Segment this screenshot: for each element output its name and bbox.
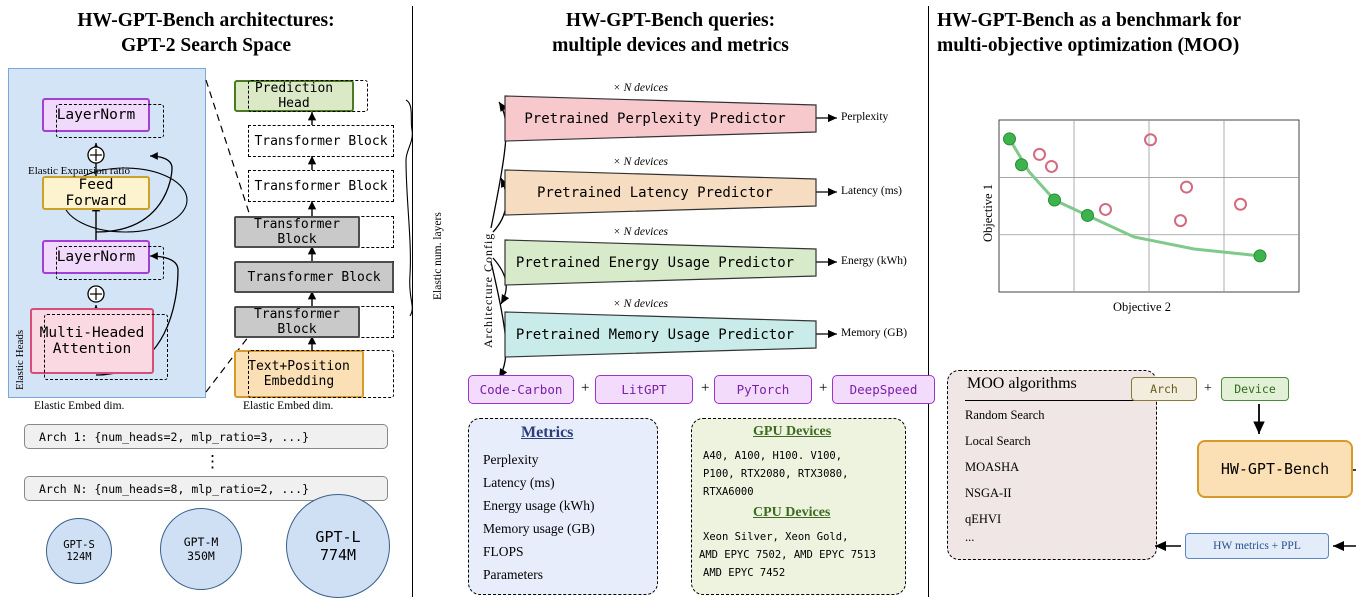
left-panel bbox=[0, 0, 444, 603]
label-elastic-embed-dim-right: Elastic Embed dim. bbox=[243, 400, 334, 412]
metric-item-3: Memory usage (GB) bbox=[483, 521, 595, 536]
devices-count-4: × N devices bbox=[613, 298, 669, 310]
metric-item-0: Perplexity bbox=[483, 452, 539, 467]
model-circle-gpt-l: GPT-L 774M bbox=[286, 494, 390, 598]
model-circle-gpt-s: GPT-S 124M bbox=[46, 518, 112, 584]
devices-count-3: × N devices bbox=[613, 226, 669, 238]
devices-count-1: × N devices bbox=[613, 82, 669, 94]
output-perplexity: Perplexity bbox=[841, 111, 889, 123]
predictor-energy-label: Pretrained Energy Usage Predictor bbox=[515, 255, 795, 271]
tag-device: Device bbox=[1221, 377, 1289, 401]
arch-row-1: Arch 1: {num_heads=2, mlp_ratio=3, ...} bbox=[24, 424, 388, 449]
transformer-block-4: Transformer Block bbox=[248, 125, 394, 157]
cpu-device-line-1: AMD EPYC 7502, AMD EPYC 7513 bbox=[699, 549, 877, 561]
moo-algorithm-4: qEHVI bbox=[965, 512, 1002, 526]
block-text-position-embedding: Text+Position Embedding bbox=[234, 350, 364, 398]
tool-plus-2: + bbox=[701, 380, 710, 396]
moo-algorithms-title: MOO algorithms bbox=[967, 375, 1077, 392]
tag-plus: + bbox=[1204, 381, 1212, 396]
block-prediction-head: Prediction Head bbox=[234, 80, 354, 112]
label-elastic-expansion-ratio: Elastic Expansion ratio bbox=[28, 165, 131, 177]
tool-deepspeed: DeepSpeed bbox=[832, 375, 935, 404]
block-layernorm-top-shadow bbox=[56, 104, 164, 138]
tool-plus-1: + bbox=[581, 380, 590, 396]
chart-ylabel: Objective 1 bbox=[981, 184, 995, 242]
right-title-line1: HW-GPT-Bench as a benchmark for bbox=[937, 10, 1242, 31]
transformer-block-1: Transformer Block bbox=[234, 261, 394, 293]
metric-item-5: Parameters bbox=[483, 567, 543, 582]
cpu-devices-title: CPU Devices bbox=[753, 505, 831, 520]
metrics-card-title: Metrics bbox=[521, 424, 574, 441]
middle-panel bbox=[413, 0, 928, 603]
transformer-block-0: Transformer Block bbox=[234, 306, 360, 338]
tool-pytorch: PyTorch bbox=[714, 375, 812, 404]
metric-item-4: FLOPS bbox=[483, 544, 524, 559]
left-title-line1: HW-GPT-Bench architectures: bbox=[77, 10, 335, 31]
label-elastic-heads: Elastic Heads bbox=[14, 329, 26, 390]
gpu-device-line-0: A40, A100, H100. V100, bbox=[703, 450, 843, 462]
block-multi-headed-attention: Multi-Headed Attention bbox=[30, 308, 154, 374]
left-title-line2: GPT-2 Search Space bbox=[120, 35, 292, 56]
moo-algorithm-2: MOASHA bbox=[965, 460, 1020, 474]
tool-plus-3: + bbox=[819, 380, 828, 396]
predictor-memory-label: Pretrained Memory Usage Predictor bbox=[515, 327, 795, 343]
predictor-latency-label: Pretrained Latency Predictor bbox=[536, 185, 773, 201]
block-prediction-head-shadow bbox=[248, 80, 368, 112]
arch-row-n: Arch N: {num_heads=8, mlp_ratio=2, ...} bbox=[24, 476, 388, 501]
block-embedding-shadow bbox=[248, 350, 394, 398]
right-title-line2: multi-objective optimization (MOO) bbox=[937, 35, 1240, 56]
middle-title-line2: multiple devices and metrics bbox=[552, 35, 789, 56]
tool-litgpt: LitGPT bbox=[595, 375, 693, 404]
metric-item-1: Latency (ms) bbox=[483, 475, 555, 490]
transformer-block-2: Transformer Block bbox=[234, 216, 360, 248]
block-layernorm-bottom: LayerNorm bbox=[42, 240, 150, 274]
middle-title-line1: HW-GPT-Bench queries: bbox=[565, 10, 776, 31]
gpu-device-line-1: P100, RTX2080, RTX3080, bbox=[703, 468, 849, 480]
moo-algorithm-5: ... bbox=[965, 530, 975, 544]
label-elastic-embed-dim-left: Elastic Embed dim. bbox=[34, 400, 125, 412]
right-panel-lines bbox=[929, 0, 1356, 603]
devices-count-2: × N devices bbox=[613, 156, 669, 168]
output-energy: Energy (kWh) bbox=[841, 255, 907, 267]
benchmark-box: HW-GPT-Bench bbox=[1197, 440, 1353, 498]
block-feed-forward: Feed Forward bbox=[42, 176, 150, 210]
metric-item-2: Energy usage (kWh) bbox=[483, 498, 595, 513]
gpu-device-line-2: RTXA6000 bbox=[703, 486, 754, 498]
transformer-block-3: Transformer Block bbox=[248, 170, 394, 202]
output-latency: Latency (ms) bbox=[841, 185, 902, 197]
chart-xlabel: Objective 2 bbox=[1113, 300, 1171, 314]
cpu-device-line-2: AMD EPYC 7452 bbox=[703, 567, 786, 579]
gpu-devices-title: GPU Devices bbox=[753, 424, 832, 439]
cpu-device-line-0: Xeon Silver, Xeon Gold, bbox=[703, 531, 849, 543]
label-elastic-num-layers: Elastic num. layers bbox=[432, 212, 444, 300]
block-layernorm-top: LayerNorm bbox=[42, 98, 150, 132]
output-memory: Memory (GB) bbox=[841, 327, 908, 339]
moo-algorithm-1: Local Search bbox=[965, 434, 1031, 448]
arch-rows-ellipsis: ⋮ bbox=[204, 452, 221, 471]
model-circle-gpt-m: GPT-M 350M bbox=[160, 508, 242, 590]
block-layernorm-bottom-shadow bbox=[56, 246, 164, 280]
moo-algorithm-3: NSGA-II bbox=[965, 486, 1012, 500]
block-attention-shadow bbox=[44, 314, 168, 380]
moo-algorithm-0: Random Search bbox=[965, 408, 1045, 422]
tag-arch: Arch bbox=[1131, 377, 1197, 401]
hw-metrics-box: HW metrics + PPL bbox=[1185, 533, 1329, 559]
predictor-perplexity-label: Pretrained Perplexity Predictor bbox=[524, 111, 786, 127]
right-panel bbox=[929, 0, 1356, 603]
label-architecture-config: Architecture Config bbox=[481, 232, 495, 348]
tool-code-carbon: Code-Carbon bbox=[468, 375, 574, 404]
